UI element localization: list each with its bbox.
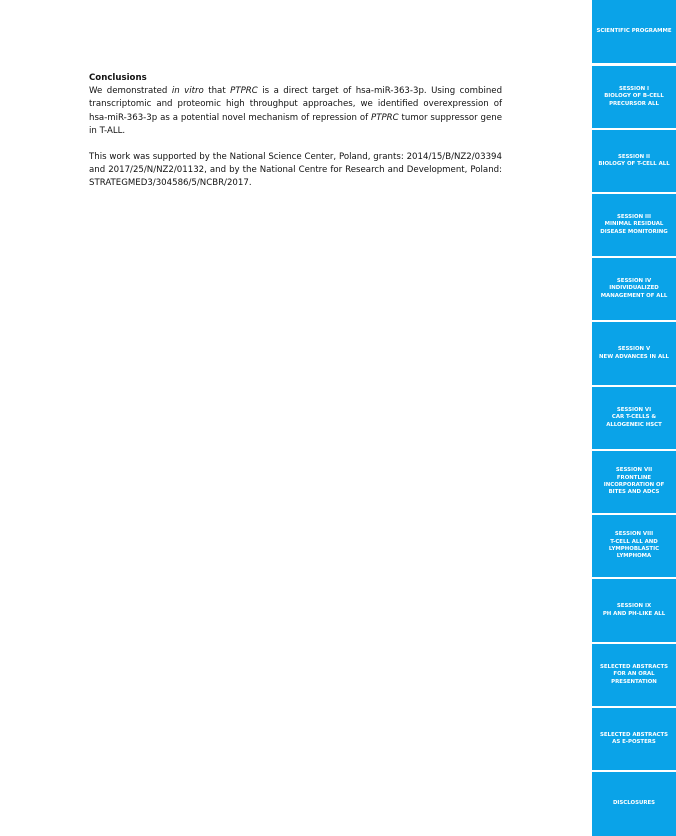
nav-item-label-line: SESSION IV (616, 278, 652, 285)
main-content (89, 72, 502, 191)
nav-item-label-line: BIOLOGY OF T-CELL ALL (598, 161, 670, 167)
conclusions-paragraph (89, 85, 502, 138)
nav-session-4[interactable] (592, 258, 676, 320)
nav-item-label (599, 346, 669, 361)
nav-disclosures[interactable] (592, 772, 676, 836)
nav-item-label (604, 467, 665, 496)
nav-item-label-line: FRONTLINE (616, 474, 652, 481)
nav-item-label-line: MANAGEMENT OF ALL (600, 292, 668, 299)
nav-item-label-line: LYMPHOMA (616, 553, 652, 560)
nav-item-label (603, 603, 665, 618)
nav-item-label-line: FOR AN ORAL (613, 671, 655, 678)
nav-item-label-line: MINIMAL RESIDUAL (604, 221, 664, 228)
nav-eposter-abstracts[interactable] (592, 708, 676, 770)
nav-item-label-line: SELECTED ABSTRACTS (599, 731, 669, 738)
nav-item-label-line: DISEASE MONITORING (600, 228, 668, 235)
nav-item-label (601, 278, 668, 300)
nav-item-label-line: SESSION II (617, 153, 651, 160)
nav-item-label (596, 28, 671, 35)
section-heading: Conclusions (89, 73, 147, 83)
text-run: is a direct target of hsa-miR-363-3p. Using combined transcriptomic and proteomic high throughput approaches, we identified overexpression of hsa-miR-363-3p as a potential novel mechanism of repression of (89, 86, 503, 123)
nav-item-label-line: PH AND PH-LIKE ALL (602, 610, 666, 617)
nav-item-label-line: PRESENTATION (611, 678, 657, 685)
nav-item-label-line: SESSION V (617, 346, 651, 353)
nav-session-6[interactable] (592, 387, 676, 449)
nav-item-label-line: T-CELL ALL AND (610, 538, 658, 545)
text-run: that (203, 86, 231, 97)
nav-oral-abstracts[interactable] (592, 644, 676, 706)
nav-item-label (600, 732, 668, 747)
nav-item-label-line: SELECTED ABSTRACTS (599, 664, 669, 671)
nav-item-label-line: BITES AND ADCS (608, 489, 660, 496)
nav-item-label (598, 154, 669, 169)
text-run: tumor suppressor gene in T-ALL. (89, 112, 502, 136)
nav-scientific-programme[interactable] (592, 0, 676, 63)
nav-session-3[interactable] (592, 194, 676, 256)
italic-term: PTPRC (371, 112, 399, 123)
nav-item-label-line: NEW ADVANCES IN ALL (599, 353, 669, 360)
nav-item-label-line: CAR T-CELLS & (611, 414, 657, 421)
nav-item-label-line: AS E-POSTERS (612, 739, 656, 745)
funding-paragraph: This work was supported by the National Science Center, Poland, grants: 2014/15/B/NZ2/03394 and 2017/25/N/NZ2/01132, and by the National Centre for Research and Development, Poland: STRATEGMED3/304586/5/NCBR/2017. (89, 152, 502, 189)
text-run: We demonstrated (89, 86, 172, 97)
nav-session-5[interactable] (592, 322, 676, 385)
sidebar-nav (592, 0, 676, 836)
nav-item-label-line: SESSION VII (615, 467, 653, 474)
nav-item-label-line: INCORPORATION OF (603, 482, 665, 488)
italic-term: PTPRC (230, 86, 258, 97)
nav-item-label-line: SESSION IX (616, 603, 652, 610)
nav-item-label-line: DISCLOSURES (612, 800, 656, 807)
nav-item-label (613, 800, 655, 807)
nav-item-label-line: SESSION I (618, 86, 650, 93)
nav-item-label-line: ALLOGENEIC HSCT (606, 421, 662, 428)
nav-item-label-line: SESSION III (616, 214, 652, 221)
nav-item-label-line: INDIVIDUALIZED (609, 285, 659, 292)
nav-session-7[interactable] (592, 451, 676, 513)
nav-item-label (606, 407, 662, 429)
nav-item-label (604, 86, 664, 108)
italic-term: in vitro (171, 86, 204, 97)
nav-item-label-line: LYMPHOBLASTIC (608, 546, 660, 552)
nav-session-1[interactable] (592, 66, 676, 128)
nav-item-label-line: PRECURSOR ALL (609, 100, 659, 107)
nav-session-2[interactable] (592, 130, 676, 192)
nav-session-9[interactable] (592, 579, 676, 642)
nav-item-label (600, 214, 667, 236)
nav-item-label-line: SESSION VI (616, 407, 652, 414)
nav-session-8[interactable] (592, 515, 676, 577)
nav-item-label-line: SCIENTIFIC PROGRAMME (596, 27, 672, 34)
nav-item-label (600, 664, 668, 686)
nav-item-label-line: BIOLOGY OF B-CELL (604, 93, 664, 100)
nav-item-label (609, 531, 659, 560)
paragraph-gap (89, 138, 502, 151)
nav-item-label-line: SESSION VIII (614, 531, 654, 538)
